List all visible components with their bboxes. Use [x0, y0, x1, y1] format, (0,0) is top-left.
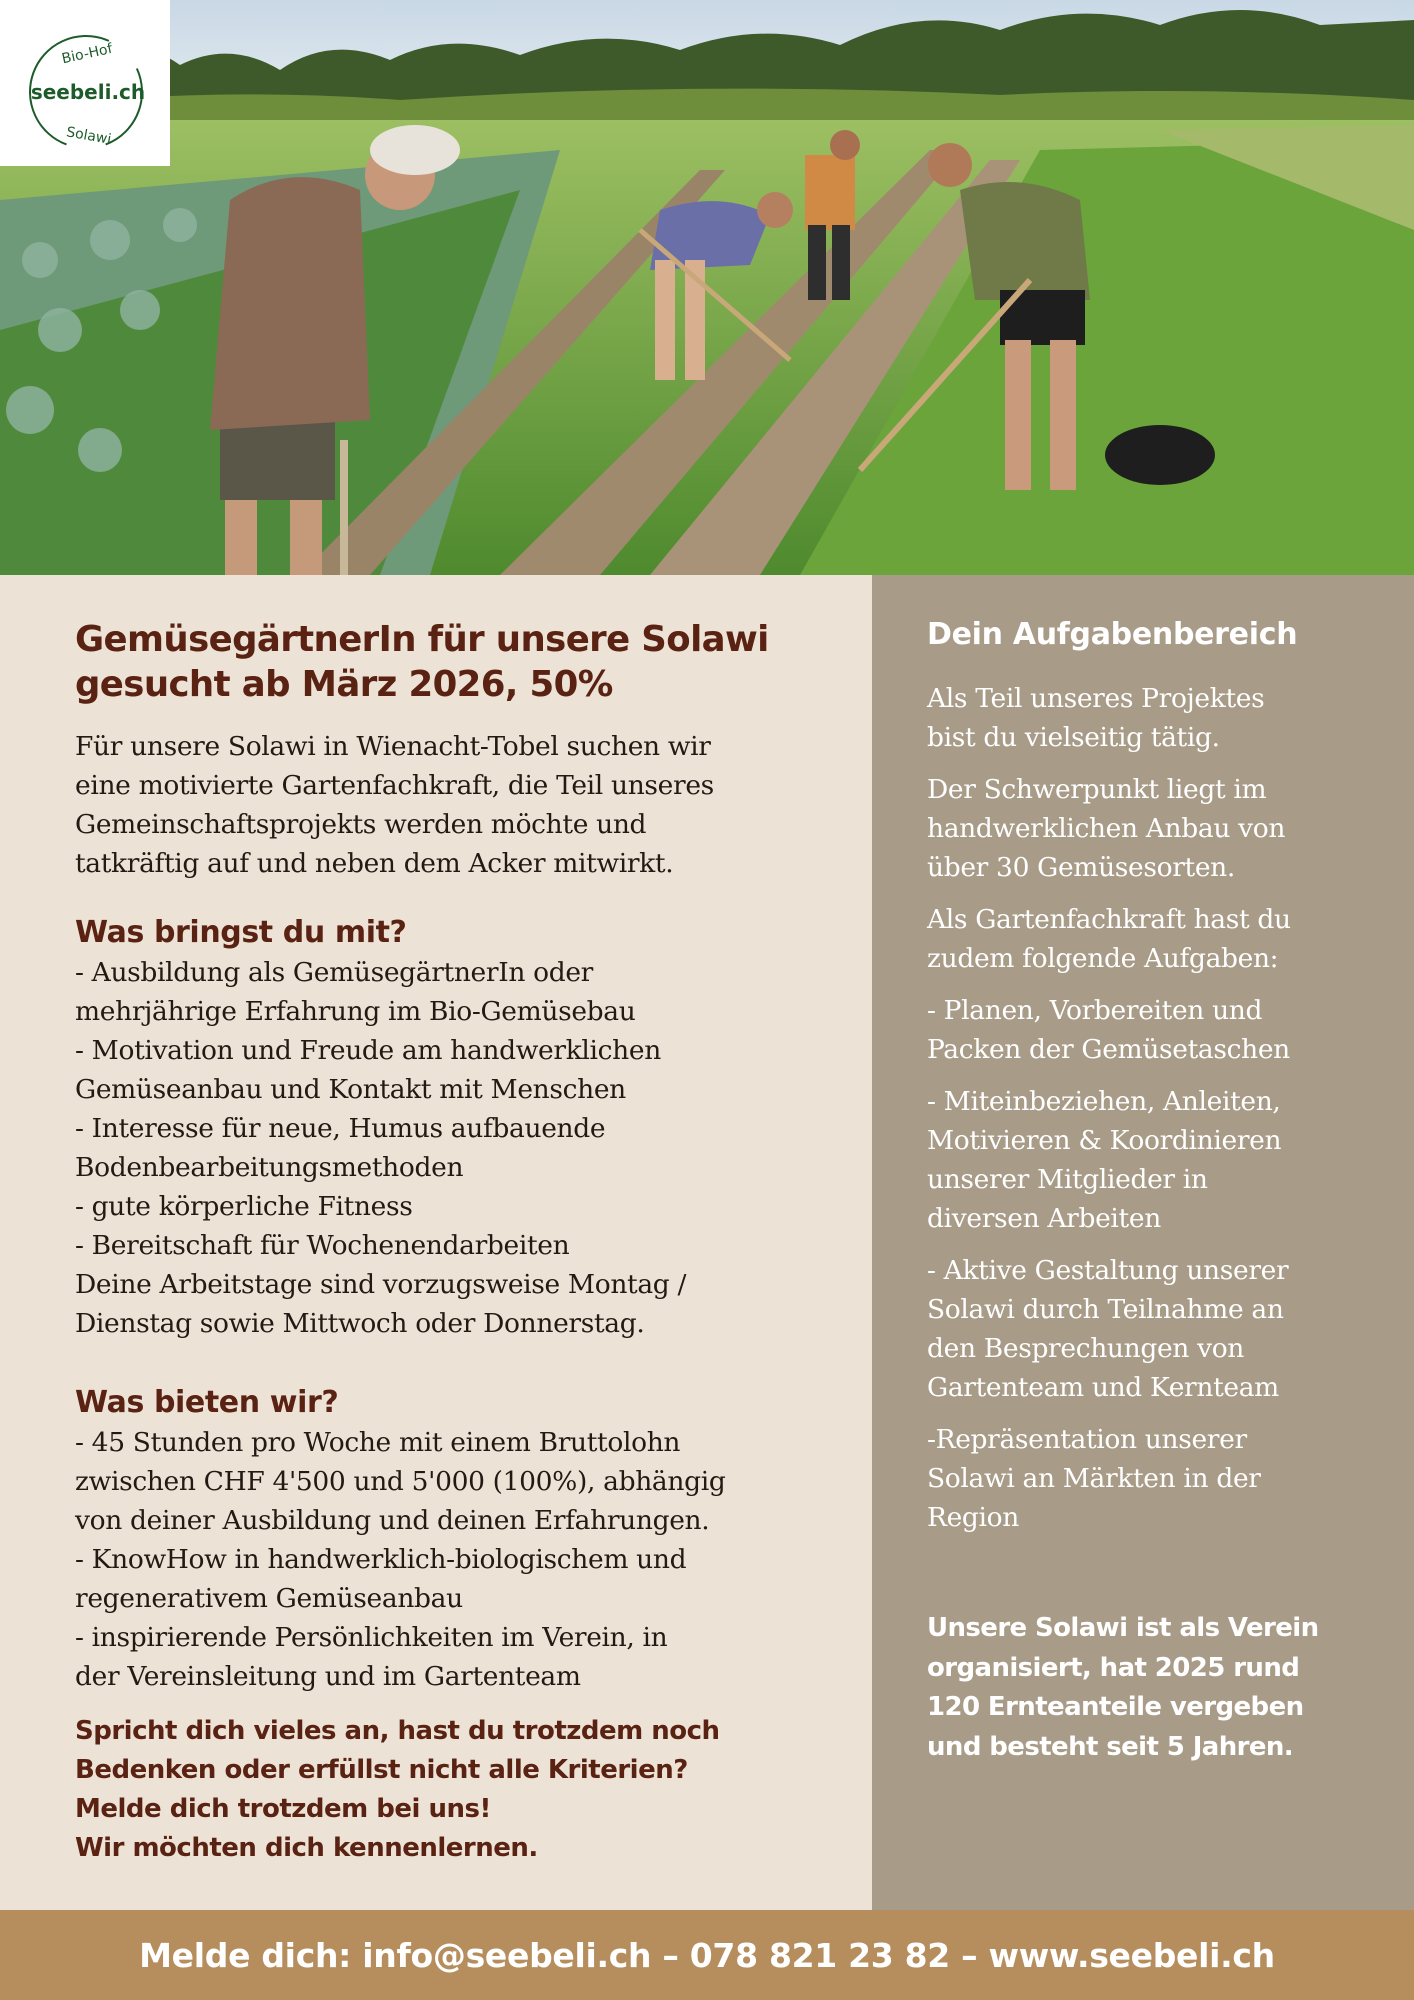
hero-photo [0, 0, 1414, 575]
tasks-line: Solawi durch Teilnahme an [927, 1294, 1284, 1325]
field-illustration [0, 0, 1414, 575]
intro-line: Gemeinschaftsprojekts werden möchte und [75, 809, 647, 840]
bag-on-ground [1105, 425, 1215, 485]
tasks-line: zudem folgende Aufgaben: [927, 943, 1279, 974]
tasks-line: unserer Mitglieder in [927, 1164, 1208, 1195]
offer-line: zwischen CHF 4'500 und 5'000 (100%), abhängig [75, 1466, 726, 1497]
note-line: organisiert, hat 2025 rund [927, 1652, 1300, 1683]
callout-line: Melde dich trotzdem bei uns! [75, 1794, 491, 1824]
tasks-line: Motivieren & Koordinieren [927, 1125, 1282, 1156]
contact-footer [0, 1910, 1414, 2000]
tasks-line: -Repräsentation unserer [927, 1424, 1247, 1455]
tasks-line: den Besprechungen von [927, 1333, 1245, 1364]
intro-text [75, 727, 812, 883]
tasks-heading: Dein Aufgabenbereich [927, 617, 1298, 652]
tasks-paragraph [927, 1082, 1364, 1238]
logo-main-text: seebeli.ch [30, 80, 146, 104]
callout-line: Wir möchten dich kennenlernen. [75, 1833, 538, 1863]
requirements-heading: Was bringst du mit? [75, 915, 407, 950]
tasks-line: über 30 Gemüsesorten. [927, 852, 1235, 883]
requirements-line: - Ausbildung als GemüsegärtnerIn oder [75, 957, 593, 988]
contact-info[interactable]: Melde dich: info@seebeli.ch – 078 821 23 82 – www.seebeli.ch [139, 1935, 1275, 1975]
requirements-line: - Motivation und Freude am handwerklichen [75, 1035, 661, 1066]
tasks-line: - Aktive Gestaltung unserer [927, 1255, 1289, 1286]
logo-top-text: Bio-Hof [60, 40, 114, 68]
offer-line: der Vereinsleitung und im Gartenteam [75, 1661, 581, 1692]
offer-line: regenerativem Gemüseanbau [75, 1583, 463, 1614]
note-line: 120 Ernteanteile vergeben [927, 1692, 1304, 1722]
tasks-paragraph [927, 679, 1364, 757]
tasks-paragraph [927, 991, 1364, 1069]
offer-line: - 45 Stunden pro Woche mit einem Bruttolohn [75, 1427, 681, 1458]
tasks-line: - Planen, Vorbereiten und [927, 995, 1263, 1026]
callout-line: Bedenken oder erfüllst nicht alle Kriterien? [75, 1755, 688, 1785]
encouragement-callout [75, 1712, 812, 1868]
intro-line: tatkräftig auf und neben dem Acker mitwirkt. [75, 848, 674, 879]
requirements-line: - Bereitschaft für Wochenendarbeiten [75, 1230, 570, 1261]
association-note [927, 1609, 1364, 1767]
tasks-line: Solawi an Märkten in der [927, 1463, 1261, 1494]
requirements-line: mehrjährige Erfahrung im Bio-Gemüsebau [75, 996, 636, 1027]
intro-line: Für unsere Solawi in Wienacht-Tobel suchen wir [75, 731, 711, 762]
requirements-line: Deine Arbeitstage sind vorzugsweise Montag / [75, 1269, 687, 1300]
tasks-line: Der Schwerpunkt liegt im [927, 774, 1267, 805]
intro-line: eine motivierte Gartenfachkraft, die Teil unseres [75, 770, 714, 801]
tasks-paragraph [927, 900, 1364, 978]
tasks-sidebar [872, 575, 1414, 1910]
tasks-line: Region [927, 1502, 1019, 1533]
headline-line: GemüsegärtnerIn für unsere Solawi [75, 619, 769, 660]
offer-list [75, 1423, 812, 1696]
note-line: und besteht seit 5 Jahren. [927, 1731, 1294, 1762]
tasks-line: Als Teil unseres Projektes [927, 683, 1265, 714]
requirements-line: Gemüseanbau und Kontakt mit Menschen [75, 1074, 626, 1105]
requirements-line: - Interesse für neue, Humus aufbauende [75, 1113, 606, 1144]
tasks-line: Gartenteam und Kernteam [927, 1372, 1279, 1403]
offer-line: - KnowHow in handwerklich-biologischem und [75, 1544, 687, 1575]
tasks-paragraph [927, 1251, 1364, 1407]
requirements-list [75, 953, 812, 1343]
headline-line: gesucht ab März 2026, 50% [75, 664, 613, 705]
tasks-paragraph [927, 1420, 1364, 1537]
logo-bottom-text: Solawi [65, 124, 113, 148]
tasks-line: - Miteinbeziehen, Anleiten, [927, 1086, 1281, 1117]
offer-heading: Was bieten wir? [75, 1385, 339, 1420]
tasks-line: Als Gartenfachkraft hast du [927, 904, 1291, 935]
tasks-line: diversen Arbeiten [927, 1203, 1161, 1234]
tasks-line: bist du vielseitig tätig. [927, 722, 1220, 753]
requirements-line: - gute körperliche Fitness [75, 1191, 413, 1222]
tasks-line: Packen der Gemüsetaschen [927, 1034, 1290, 1065]
tasks-line: handwerklichen Anbau von [927, 813, 1286, 844]
offer-line: - inspirierende Persönlichkeiten im Verein, in [75, 1622, 668, 1653]
callout-line: Spricht dich vieles an, hast du trotzdem noch [75, 1716, 720, 1746]
offer-line: von deiner Ausbildung und deinen Erfahrungen. [75, 1505, 710, 1536]
logo[interactable] [0, 0, 170, 166]
note-line: Unsere Solawi ist als Verein [927, 1613, 1319, 1643]
requirements-line: Dienstag sowie Mittwoch oder Donnerstag. [75, 1308, 645, 1339]
page-title [75, 617, 812, 707]
main-column [0, 575, 872, 1910]
tasks-paragraph [927, 770, 1364, 887]
requirements-line: Bodenbearbeitungsmethoden [75, 1152, 464, 1183]
